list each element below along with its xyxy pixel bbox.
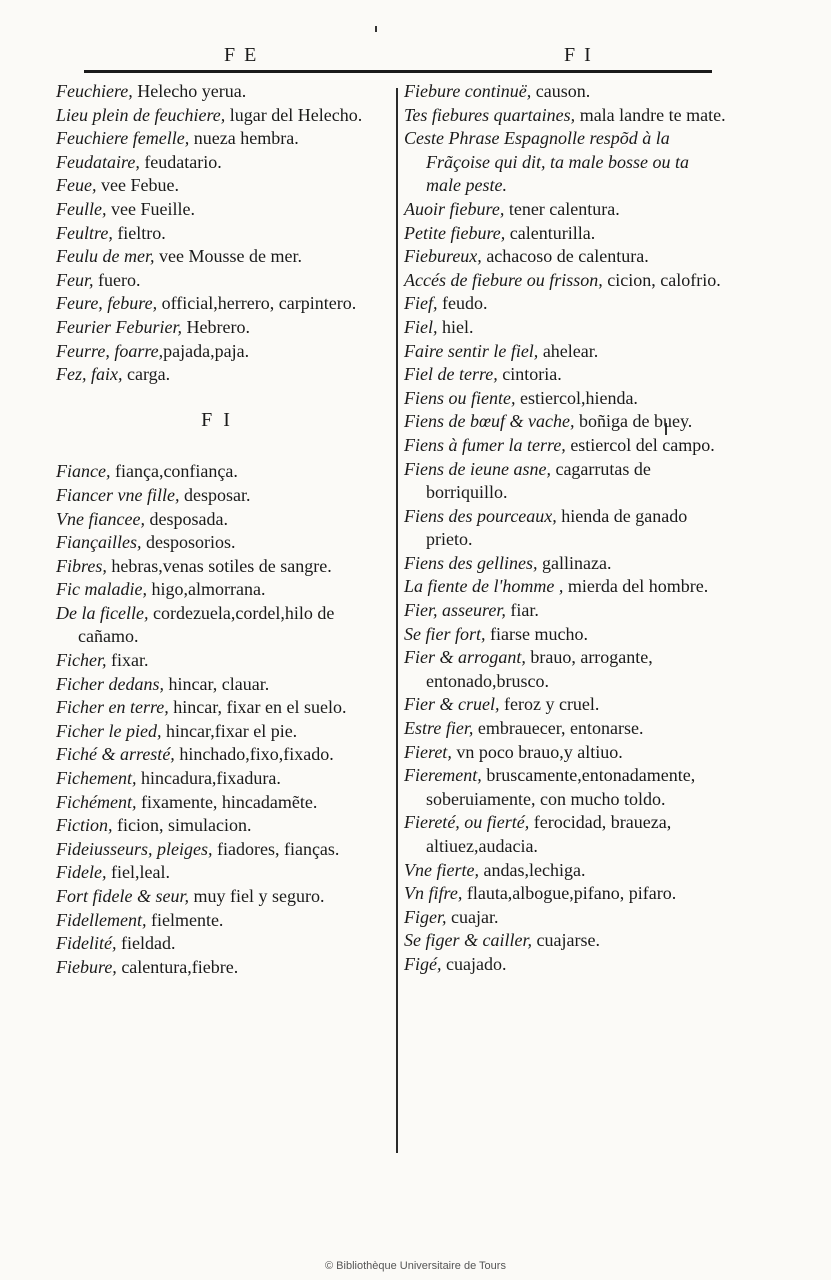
entry-translation: fiel,leal. xyxy=(106,862,170,883)
dictionary-entry xyxy=(404,127,726,198)
entry-headword: Fidele, xyxy=(56,862,107,883)
entry-headword: Fier & arrogant, xyxy=(404,647,526,668)
entry-headword: Fier, asseurer, xyxy=(404,600,506,621)
entry-translation: hincadura,fixadura. xyxy=(136,768,281,789)
entry-headword: Fort fidele & seur, xyxy=(56,886,189,906)
entry-translation: fielmente. xyxy=(146,909,224,930)
dictionary-entry xyxy=(56,696,378,720)
entry-translation: vee Fueille. xyxy=(106,198,195,219)
entry-translation: embrauecer, entonarse. xyxy=(473,718,644,739)
dictionary-entry xyxy=(56,127,378,151)
section-heading: F I xyxy=(201,408,233,431)
entry-headword: Fichément, xyxy=(56,791,137,812)
entry-headword: Fiens des pourceaux, xyxy=(404,505,557,526)
entry-headword: Ceste Phrase Espagnolle respõd à la Frãçoise qui dit, ta male bosse ou ta male peste. xyxy=(404,128,689,196)
dictionary-entry xyxy=(404,693,726,717)
dictionary-entry xyxy=(56,673,378,697)
entry-headword: Fieret, xyxy=(404,741,452,762)
entry-translation: cuajarse. xyxy=(531,930,600,951)
dictionary-entry xyxy=(56,720,378,744)
dictionary-entry xyxy=(404,245,726,269)
entry-headword: Feulle, xyxy=(56,198,107,219)
dictionary-entry xyxy=(56,767,378,791)
entry-translation: fiar. xyxy=(505,600,539,621)
dictionary-entry xyxy=(56,198,378,222)
dictionary-entry xyxy=(56,885,378,909)
entry-translation: nueza hembra. xyxy=(189,128,299,149)
column-divider xyxy=(396,88,398,1153)
dictionary-entry xyxy=(404,505,726,552)
entry-headword: Fiance, xyxy=(56,461,111,482)
dictionary-entry xyxy=(404,387,726,411)
entry-translation: hincar, clauar. xyxy=(163,673,270,694)
dictionary-entry xyxy=(56,363,378,387)
dictionary-entry xyxy=(404,340,726,364)
entry-headword: Ficher, xyxy=(56,650,107,671)
dictionary-entry xyxy=(404,811,726,858)
stray-mark xyxy=(375,26,377,32)
entry-translation: Hebrero. xyxy=(181,316,250,337)
dictionary-entry xyxy=(404,316,726,340)
entry-translation: Helecho yerua. xyxy=(132,81,247,101)
entry-translation: cuajado. xyxy=(441,953,507,974)
entry-headword: Accés de fiebure ou frisson, xyxy=(404,269,603,290)
dictionary-entry xyxy=(56,932,378,956)
entry-translation: mierda del hombre. xyxy=(563,576,709,597)
entry-headword: Auoir fiebure, xyxy=(404,198,505,219)
dictionary-entry xyxy=(56,956,378,980)
entry-translation: hincar, fixar en el suelo. xyxy=(168,697,347,718)
dictionary-entry xyxy=(56,743,378,767)
dictionary-entry xyxy=(56,531,378,555)
entry-headword: Feur, xyxy=(56,269,94,290)
entry-headword: Fic maladie, xyxy=(56,579,147,600)
entry-translation: andas,lechiga. xyxy=(478,859,586,880)
dictionary-entry xyxy=(56,555,378,579)
entry-headword: Vne fiancee, xyxy=(56,508,145,529)
entry-translation: vee Febue. xyxy=(96,175,179,196)
entry-translation: calentura,fiebre. xyxy=(116,956,239,977)
entry-headword: Ficher le pied, xyxy=(56,720,162,741)
dictionary-entry xyxy=(404,434,726,458)
dictionary-entry xyxy=(56,269,378,293)
entry-headword: Fiebure continuë, xyxy=(404,81,532,101)
entry-headword: Fiens ou fiente, xyxy=(404,387,516,408)
dictionary-entry xyxy=(404,410,726,434)
entry-headword: Feue, xyxy=(56,175,97,196)
entry-headword: Vn fifre, xyxy=(404,883,463,904)
dictionary-entry xyxy=(56,316,378,340)
dictionary-entry xyxy=(404,929,726,953)
dictionary-entry xyxy=(56,861,378,885)
entry-translation: desposorios. xyxy=(141,532,236,553)
entry-headword: Feurier Feburier, xyxy=(56,316,182,337)
entry-translation: ferocidad, braueza, altiuez,audacia. xyxy=(426,812,672,856)
dictionary-entry xyxy=(404,198,726,222)
header-left: F E xyxy=(224,44,259,66)
entry-translation: hincar,fixar el pie. xyxy=(161,720,298,741)
entry-headword: Feuchiere femelle, xyxy=(56,128,190,149)
entry-translation: higo,almorrana. xyxy=(146,579,266,600)
running-header xyxy=(84,44,714,68)
dictionary-entry xyxy=(56,104,378,128)
dictionary-entry xyxy=(404,764,726,811)
dictionary-entry xyxy=(56,508,378,532)
entry-translation: cuajar. xyxy=(446,906,499,927)
entry-translation: cordezuela,cordel,hilo de cañamo. xyxy=(78,602,335,647)
entry-headword: Fiens des gellines, xyxy=(404,552,538,573)
entry-headword: Fidellement, xyxy=(56,909,147,930)
entry-translation: fiança,confiança. xyxy=(110,461,238,482)
entry-translation: mala landre te mate. xyxy=(575,104,726,125)
dictionary-entry xyxy=(56,578,378,602)
entry-translation: desposar. xyxy=(179,484,251,505)
dictionary-entry xyxy=(404,717,726,741)
entry-headword: Fier & cruel, xyxy=(404,694,500,715)
entry-translation: official,herrero, carpintero. xyxy=(157,293,357,314)
dictionary-entry xyxy=(56,791,378,815)
entry-headword: Fiel de terre, xyxy=(404,364,498,385)
entry-headword: Fiens à fumer la terre, xyxy=(404,434,566,455)
entry-headword: Fiereté, ou fierté, xyxy=(404,812,530,833)
entry-translation: lugar del Helecho. xyxy=(225,104,363,125)
entry-translation: fixamente, hincadamẽte. xyxy=(136,791,318,812)
entry-translation: achacoso de calentura. xyxy=(481,246,649,267)
entry-headword: Fiens de bœuf & vache, xyxy=(404,411,575,432)
entry-headword: Fiché & arresté, xyxy=(56,744,175,765)
entry-translation: desposada. xyxy=(144,508,228,529)
entry-headword: Tes fiebures quartaines, xyxy=(404,104,576,125)
entry-translation: flauta,albogue,pifano, pifaro. xyxy=(462,883,677,904)
dictionary-entry xyxy=(404,104,726,128)
entry-translation: carga. xyxy=(122,364,171,385)
dictionary-entry xyxy=(404,80,726,104)
entry-translation: gallinaza. xyxy=(537,552,612,573)
entry-headword: Fez, faix, xyxy=(56,364,123,385)
entry-translation: estiercol,hienda. xyxy=(515,387,638,408)
entry-headword: Fidelité, xyxy=(56,933,117,954)
entry-headword: Fierement, xyxy=(404,765,482,786)
entry-headword: Figer, xyxy=(404,906,447,927)
entry-headword: Fiancer vne fille, xyxy=(56,484,180,505)
entry-translation: fiadores, fianças. xyxy=(212,838,340,859)
entry-translation: fieldad. xyxy=(116,933,176,954)
dictionary-entry xyxy=(404,575,726,599)
entry-translation: calenturilla. xyxy=(505,222,596,243)
dictionary-entry xyxy=(404,882,726,906)
dictionary-entry xyxy=(404,623,726,647)
left-column xyxy=(56,80,378,979)
entry-headword: De la ficelle, xyxy=(56,602,149,623)
dictionary-entry xyxy=(56,340,378,364)
entry-headword: Fiebureux, xyxy=(404,246,482,267)
entry-translation: cicion, calofrio. xyxy=(602,269,721,290)
dictionary-entry xyxy=(404,859,726,883)
entry-translation: vee Mousse de mer. xyxy=(154,246,302,267)
dictionary-entry xyxy=(404,269,726,293)
entry-headword: Estre fier, xyxy=(404,718,474,739)
dictionary-entry xyxy=(56,460,378,484)
entry-headword: Fiebure, xyxy=(56,956,117,977)
entry-translation: bruscamente,entonadamente, soberuiamente, con mucho toldo. xyxy=(426,765,696,809)
entry-headword: Se figer & cailler, xyxy=(404,930,532,951)
entry-headword: Se fier fort, xyxy=(404,623,486,644)
entry-translation: brauo, arrogante, entonado,brusco. xyxy=(426,647,653,691)
entry-translation: fixar. xyxy=(106,650,149,671)
dictionary-entry xyxy=(404,292,726,316)
entry-translation: ahelear. xyxy=(538,340,599,361)
dictionary-entry xyxy=(56,80,378,104)
dictionary-entry xyxy=(404,363,726,387)
entry-translation: hebras,venas sotiles de sangre. xyxy=(106,555,332,576)
entry-headword: La fiente de l'homme , xyxy=(404,576,564,597)
copyright-footer: © Bibliothèque Universitaire de Tours xyxy=(325,1260,506,1272)
entry-headword: Fiens de ieune asne, xyxy=(404,458,551,479)
entry-headword: Feultre, xyxy=(56,222,113,243)
dictionary-entry xyxy=(56,292,378,316)
entry-translation: fiarse mucho. xyxy=(485,623,588,644)
dictionary-entry xyxy=(404,222,726,246)
entry-translation: feudo. xyxy=(437,293,488,314)
dictionary-entry xyxy=(404,599,726,623)
entry-headword: Fiel, xyxy=(404,316,438,337)
entry-headword: Petite fiebure, xyxy=(404,222,506,243)
entry-headword: Fideiusseurs, pleiges, xyxy=(56,838,213,859)
entry-headword: Ficher en terre, xyxy=(56,697,169,718)
dictionary-entry xyxy=(56,602,378,649)
entry-headword: Feudataire, xyxy=(56,151,140,172)
entry-translation: hienda de ganado prieto. xyxy=(426,505,688,550)
entry-translation: fieltro. xyxy=(112,222,166,243)
right-column xyxy=(404,80,726,977)
dictionary-entry xyxy=(404,906,726,930)
dictionary-entry xyxy=(56,909,378,933)
dictionary-entry xyxy=(404,741,726,765)
dictionary-entry xyxy=(404,458,726,505)
entry-translation: vn poco brauo,y altiuo. xyxy=(451,741,623,762)
entry-headword: Figé, xyxy=(404,953,442,974)
dictionary-entry xyxy=(56,814,378,838)
dictionary-entry xyxy=(404,646,726,693)
entry-translation: tener calentura. xyxy=(504,198,620,219)
dictionary-entry xyxy=(56,174,378,198)
entry-headword: Feulu de mer, xyxy=(56,246,155,267)
entry-translation: cintoria. xyxy=(497,364,562,385)
header-right: F I xyxy=(564,44,593,66)
dictionary-entry xyxy=(404,953,726,977)
entry-translation: feudatario. xyxy=(139,151,222,172)
entry-headword: Feurre, foarre, xyxy=(56,340,164,361)
entry-headword: Feure, febure, xyxy=(56,293,158,314)
entry-translation: hiel. xyxy=(437,316,474,337)
entry-headword: Fiction, xyxy=(56,815,113,836)
entry-translation: fuero. xyxy=(93,269,141,290)
dictionary-entry xyxy=(404,552,726,576)
entry-translation: pajada,paja. xyxy=(163,340,250,361)
entry-translation: causon. xyxy=(531,81,591,101)
entry-headword: Fief, xyxy=(404,293,438,314)
dictionary-entry xyxy=(56,151,378,175)
dictionary-entry xyxy=(56,649,378,673)
header-rule xyxy=(84,70,712,73)
dictionary-entry xyxy=(56,245,378,269)
entry-translation: muy fiel y seguro. xyxy=(189,886,325,906)
entry-headword: Fibres, xyxy=(56,555,107,576)
entry-headword: Fichement, xyxy=(56,768,137,789)
entry-headword: Faire sentir le fiel, xyxy=(404,340,539,361)
entry-headword: Lieu plein de feuchiere, xyxy=(56,104,226,125)
dictionary-entry xyxy=(56,222,378,246)
entry-headword: Ficher dedans, xyxy=(56,673,164,694)
entry-translation: cagarrutas de borriquillo. xyxy=(426,458,651,503)
entry-headword: Fiançailles, xyxy=(56,532,142,553)
dictionary-entry xyxy=(56,838,378,862)
entry-translation: boñiga de buey. xyxy=(574,411,693,432)
entry-translation: ficion, simulacion. xyxy=(112,815,252,836)
entry-headword: Vne fierte, xyxy=(404,859,479,880)
entry-translation: hinchado,fixo,fixado. xyxy=(174,744,334,765)
dictionary-entry xyxy=(56,484,378,508)
entry-translation: feroz y cruel. xyxy=(499,694,600,715)
entry-translation: estiercol del campo. xyxy=(565,434,715,455)
entry-headword: Feuchiere, xyxy=(56,81,133,101)
